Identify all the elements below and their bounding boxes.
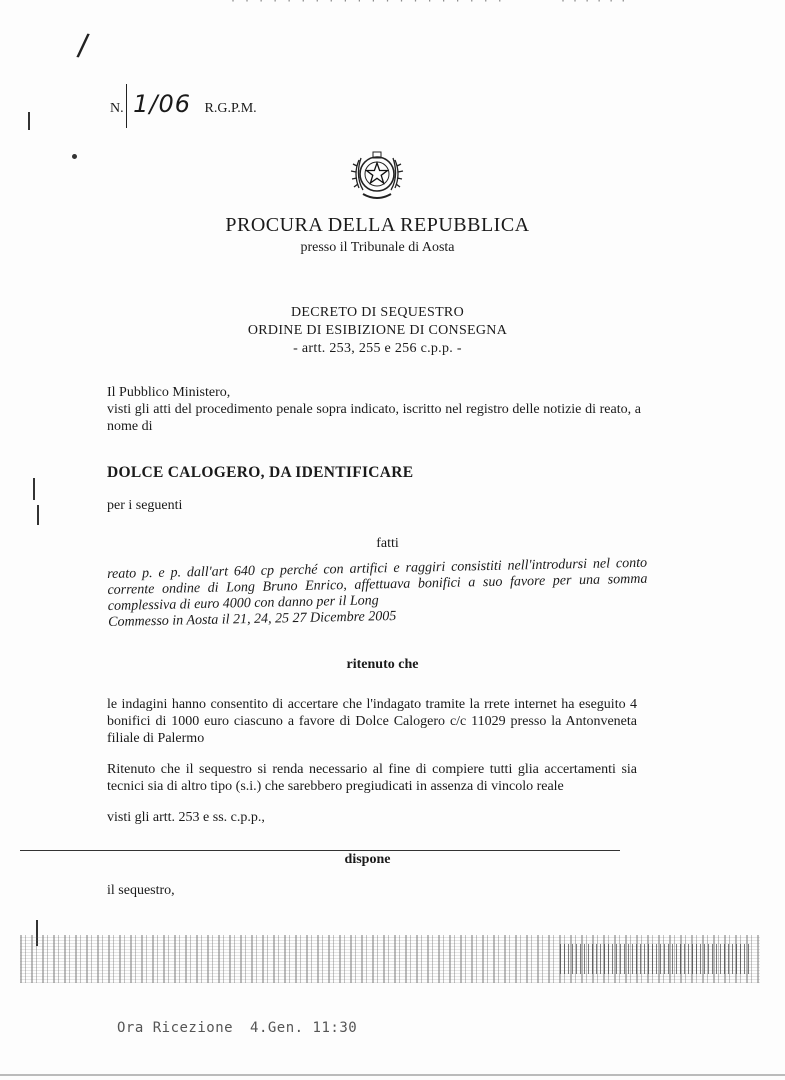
fatti-heading: fatti (376, 536, 399, 551)
decree-subtitle: ORDINE DI ESIBIZIONE DI CONSEGNA (247, 323, 508, 338)
republic-emblem-icon (345, 148, 409, 208)
scan-margin-mark (28, 112, 30, 130)
reception-time: 11:30 (312, 1020, 358, 1036)
scan-margin-mark (37, 505, 39, 525)
decree-articles: - artt. 253, 255 e 256 c.p.p. - (293, 341, 462, 356)
case-number (110, 84, 257, 128)
decree-heading (0, 304, 755, 358)
facts-block (107, 556, 648, 631)
fax-transmission-noise (560, 944, 750, 974)
ritenuto-second-paragraph: Ritenuto che il sequestro si renda necessario al fine di compiere tutti glia accertamenti sia tecnici sia di altro tipo (s.i.) che sarebbero pregiudicati in assenza di vincolo reale (107, 762, 637, 794)
visti-line: visti gli artt. 253 e ss. c.p.p., (107, 810, 265, 825)
sequestro-line: il sequestro, (107, 883, 175, 898)
decree-title: DECRETO DI SEQUESTRO (291, 305, 464, 320)
facts-date: Commesso in Aosta il 21, 24, 25 27 Dicembre 2005 (108, 608, 397, 630)
register-code: R.G.P.M. (204, 101, 257, 116)
fax-header-right: · · · · · · (560, 0, 627, 7)
handwritten-stroke (126, 84, 128, 128)
handwritten-case-number: 1/06 (133, 90, 192, 118)
dispone-heading: dispone (344, 852, 391, 867)
office-subtitle: presso il Tribunale di Aosta (300, 240, 455, 255)
intro-paragraph: visti gli atti del procedimento penale sopra indicato, iscritto nel registro delle notizie di reato, a nome di (107, 402, 641, 434)
reception-date: 4.Gen. (250, 1020, 304, 1036)
fax-reception-footer (117, 1020, 357, 1036)
case-number-prefix: N. (110, 101, 124, 116)
ritenuto-heading: ritenuto che (346, 657, 419, 672)
reception-label: Ora Ricezione (117, 1020, 234, 1036)
scan-bottom-edge (0, 1074, 785, 1076)
scan-margin-mark (33, 478, 35, 500)
office-title: PROCURA DELLA REPUBBLICA (225, 214, 530, 236)
intro-line: Il Pubblico Ministero, (107, 385, 231, 400)
per-seguenti: per i seguenti (107, 498, 183, 513)
horizontal-rule (20, 850, 620, 851)
defendant-name: DOLCE CALOGERO, DA IDENTIFICARE (107, 464, 414, 481)
handwritten-mark: / (75, 27, 91, 64)
facts-text: reato p. e p. dall'art 640 cp perché con artifici e raggiri consistiti nell'introdursi nel conto corrente ondine di Long Bruno Enrico, affettuava bonifici a suo favore per una somma complessiva di euro 4000 con danno per il Long (107, 555, 648, 614)
fax-header-left: · · · · · · · · · · · · · · · · · · · · (230, 0, 504, 7)
ritenuto-paragraph: le indagini hanno consentito di accertare che l'indagato tramite la rrete internet ha eseguito 4 bonifici di 1000 euro ciascuno a favore di Dolce Calogero c/c 11029 presso la Antonveneta filiale di Palermo (107, 697, 637, 746)
scan-dot (72, 154, 77, 159)
